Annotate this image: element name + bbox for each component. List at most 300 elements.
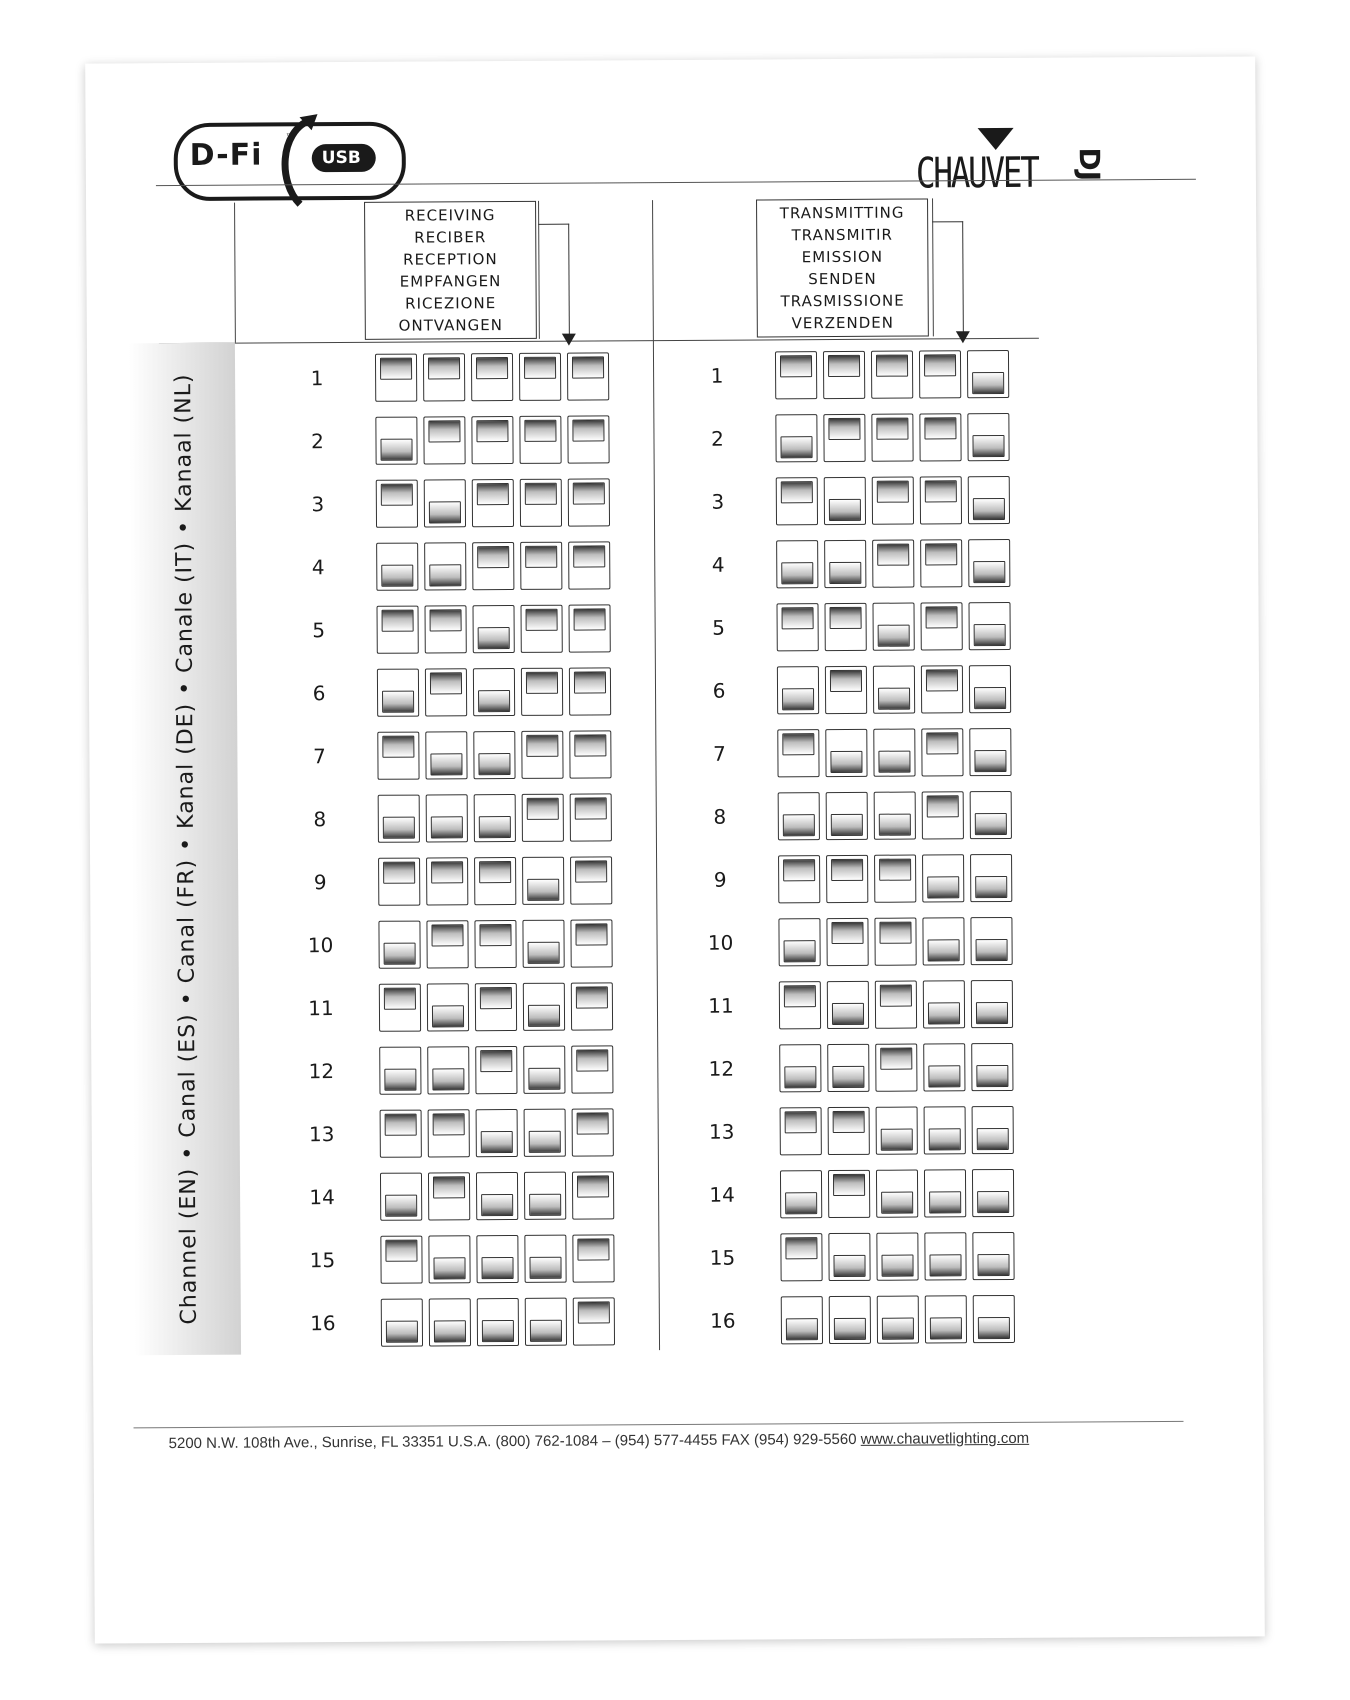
dip-switch [968, 539, 1010, 587]
dip-switch [379, 984, 421, 1032]
dip-switch-knob [974, 624, 1006, 646]
dip-switch [924, 1232, 966, 1280]
dip-switch [876, 1170, 918, 1218]
dip-switch [525, 1298, 567, 1346]
dip-switch [471, 416, 513, 464]
dip-switch-knob [830, 607, 862, 629]
dip-switch-knob [833, 1255, 865, 1277]
dip-switch [378, 921, 420, 969]
dip-switch [477, 1298, 519, 1346]
dip-switch [827, 981, 869, 1029]
transmitting-channel-number: 14 [709, 1182, 735, 1207]
dip-switch-knob [575, 797, 607, 819]
dip-switch [522, 794, 564, 842]
dip-switch-knob [976, 939, 1008, 961]
dip-switch-knob [572, 419, 604, 441]
footer-divider [134, 1421, 1184, 1428]
header-row-divider [159, 338, 1039, 344]
transmitting-channel-row [688, 602, 1010, 652]
dip-switch-knob [972, 435, 1004, 457]
dip-switch [573, 1297, 615, 1345]
dip-switch [377, 732, 419, 780]
dip-switch-knob [428, 420, 460, 442]
dip-switch-knob [478, 627, 510, 649]
dip-switch-knob [879, 922, 911, 944]
arrow-down-icon [562, 334, 576, 346]
dip-switch-knob [526, 672, 558, 694]
dip-switch [973, 1295, 1015, 1343]
dip-switch [474, 920, 516, 968]
receiving-dip-switch-group [377, 604, 611, 653]
dip-switch-knob [926, 732, 958, 754]
dip-switch-knob [780, 436, 812, 458]
dip-switch-knob [528, 1068, 560, 1090]
dipswitch-reference-sheet [85, 56, 1265, 1643]
dip-switch-knob [575, 860, 607, 882]
dip-switch-knob [925, 480, 957, 502]
dip-switch [568, 478, 610, 526]
dip-switch [519, 416, 561, 464]
dip-switch-knob [780, 355, 812, 377]
receiving-dip-switch-group [381, 1297, 615, 1346]
dip-switch-knob [878, 625, 910, 647]
arrow-down-icon [956, 331, 970, 343]
transmitting-channel-number: 4 [711, 552, 725, 577]
dip-switch-knob [433, 1113, 465, 1135]
dip-switch [473, 731, 515, 779]
footer-contact [169, 1430, 1030, 1452]
dip-switch [873, 729, 915, 777]
dip-switch [924, 1169, 966, 1217]
transmitting-channel-row [689, 728, 1011, 778]
transmitting-dip-switch-group [775, 413, 1009, 462]
dip-switch [874, 792, 916, 840]
dip-switch-knob [879, 814, 911, 836]
receiving-channel-number: 4 [311, 555, 325, 580]
receiving-label-fr: RECEPTION [403, 250, 498, 269]
receiving-channel-row [291, 982, 613, 1032]
receiving-label-nl: ONTVANGEN [398, 316, 503, 335]
dip-switch-knob [384, 988, 416, 1010]
dip-switch [522, 857, 564, 905]
transmitting-channel-row [688, 476, 1010, 526]
dip-switch [424, 542, 466, 590]
transmitting-label-es: TRANSMITIR [791, 225, 893, 245]
dip-switch-knob [430, 753, 462, 775]
dip-switch [572, 1108, 614, 1156]
dip-switch [429, 1298, 471, 1346]
dip-switch [568, 604, 610, 652]
dip-switch [571, 982, 613, 1030]
dip-switch-knob [831, 814, 863, 836]
website-link[interactable]: www.chauvetlighting.com [860, 1429, 1030, 1448]
transmitting-channel-number: 6 [712, 678, 726, 703]
dip-switch [972, 1232, 1014, 1280]
dip-switch-knob [524, 357, 556, 379]
dip-switch-knob [977, 1254, 1009, 1276]
transmitting-dip-switch-group [780, 1106, 1014, 1155]
receiving-dip-switch-group [375, 352, 609, 401]
dip-switch [871, 414, 913, 462]
dip-switch [877, 1296, 919, 1344]
transmitting-dip-switch-group [780, 1232, 1014, 1281]
receiving-dip-switch-group [377, 730, 611, 779]
dip-switch-knob [783, 859, 815, 881]
dip-switch [474, 794, 516, 842]
dip-switch-knob [481, 1131, 513, 1153]
dip-switch [875, 981, 917, 1029]
transmitting-channel-number: 10 [707, 930, 734, 955]
dip-switch-knob [876, 418, 908, 440]
transmitting-channel-row [692, 1232, 1014, 1282]
dip-switch-knob [529, 1194, 561, 1216]
dip-switch [425, 605, 467, 653]
dip-switch-knob [784, 985, 816, 1007]
dip-switch-knob [975, 876, 1007, 898]
dip-switch [873, 666, 915, 714]
receiving-channel-number: 8 [313, 807, 327, 832]
dip-switch [777, 666, 819, 714]
transmitting-channel-row [691, 980, 1013, 1030]
dip-switch-knob [576, 1049, 608, 1071]
dip-switch [476, 1235, 518, 1283]
dip-switch-knob [878, 688, 910, 710]
dip-switch [921, 665, 963, 713]
receiving-channel-row [287, 352, 609, 402]
receiving-channel-row [289, 730, 611, 780]
dip-switch-knob [479, 861, 511, 883]
dip-switch-knob [576, 986, 608, 1008]
dip-switch-knob [578, 1301, 610, 1323]
dip-switch [971, 1043, 1013, 1091]
dip-switch [924, 1106, 966, 1154]
dip-switch [775, 414, 817, 462]
transmitting-channel-table [85, 56, 1255, 63]
dip-switch-knob [831, 859, 863, 881]
dip-switch [776, 603, 818, 651]
dip-switch [425, 731, 467, 779]
transmitting-dip-switch-group [777, 665, 1011, 714]
dip-switch [519, 353, 561, 401]
dip-switch-knob [430, 609, 462, 631]
transmitting-channel-number: 8 [713, 804, 727, 829]
dip-switch [780, 1233, 822, 1281]
dip-switch [775, 351, 817, 399]
dip-switch-knob [784, 940, 816, 962]
dip-switch [920, 602, 962, 650]
dip-switch [569, 730, 611, 778]
dip-switch-knob [785, 1111, 817, 1133]
receiving-label-de: EMPFANGEN [399, 272, 502, 291]
dip-switch [826, 918, 868, 966]
dip-switch [920, 476, 962, 524]
dip-switch-knob [924, 354, 956, 376]
dip-switch-knob [430, 672, 462, 694]
dip-switch [780, 1107, 822, 1155]
dip-switch-knob [877, 481, 909, 503]
dip-switch-knob [480, 1050, 512, 1072]
dip-switch [521, 731, 563, 779]
receiving-channel-number: 14 [309, 1185, 335, 1210]
dip-switch [473, 605, 515, 653]
transmitting-channel-number: 12 [708, 1056, 735, 1081]
dip-switch [826, 792, 868, 840]
dip-switch-knob [429, 501, 461, 523]
receiving-dip-switch-group [379, 1045, 613, 1094]
dip-switch [471, 353, 513, 401]
dip-switch-knob [974, 687, 1006, 709]
transmitting-channel-row [688, 539, 1010, 589]
dip-switch-knob [577, 1112, 609, 1134]
dip-switch-knob [833, 1111, 865, 1133]
transmitting-channel-row [692, 1106, 1014, 1156]
dip-switch-knob [386, 1321, 418, 1343]
dip-switch-knob [784, 1066, 816, 1088]
footer-address: 5200 N.W. 108th Ave., Sunrise, FL 33351 U.S.A. (800) 762-1084 – (954) 577-4455 FAX (954) 929-5560 [168, 1430, 861, 1453]
chauvet-triangle-icon [978, 128, 1014, 150]
dip-switch [523, 1046, 565, 1094]
dip-switch-knob [928, 939, 960, 961]
dip-switch [428, 1235, 470, 1283]
dip-switch-knob [381, 484, 413, 506]
receiving-dip-switch-group [380, 1171, 614, 1220]
transmitting-channel-number: 5 [712, 615, 726, 640]
dip-switch-knob [930, 1317, 962, 1339]
dip-switch-knob [526, 735, 558, 757]
dip-switch-knob [380, 439, 412, 461]
dip-switch [922, 917, 964, 965]
transmitting-channel-number: 9 [713, 867, 727, 892]
dip-switch-knob [573, 545, 605, 567]
dip-switch [377, 606, 419, 654]
dip-switch [378, 858, 420, 906]
receiving-channel-row [287, 415, 609, 465]
dfi-logo-text: D-Fi [189, 137, 263, 173]
dip-switch-knob [434, 1320, 466, 1342]
dip-switch [381, 1299, 423, 1347]
dip-switch-knob [878, 751, 910, 773]
dip-switch [922, 854, 964, 902]
dip-switch-knob [575, 923, 607, 945]
dip-switch [925, 1295, 967, 1343]
dip-switch-knob [382, 691, 414, 713]
dip-switch-knob [529, 1131, 561, 1153]
dip-switch-knob [833, 1174, 865, 1196]
dip-switch-knob [476, 357, 508, 379]
dip-switch [824, 477, 866, 525]
transmitting-dip-switch-group [776, 476, 1010, 525]
dip-switch [972, 1106, 1014, 1154]
receiving-label-es: RECIBER [414, 228, 487, 247]
dip-switch [520, 479, 562, 527]
chauvet-dj-text: DJ [1072, 147, 1106, 182]
transmitting-label-it: TRASMISSIONE [780, 291, 905, 311]
transmitting-dip-switch-group [776, 602, 1010, 651]
dip-switch [475, 983, 517, 1031]
receiving-channel-number: 7 [312, 744, 326, 769]
transmitting-channel-number: 3 [711, 489, 725, 514]
receiving-channel-row [293, 1297, 615, 1347]
dip-switch-knob [783, 814, 815, 836]
dip-switch-knob [973, 498, 1005, 520]
transmitting-arrow-line [932, 221, 964, 332]
transmitting-channel-number: 1 [710, 363, 724, 388]
dip-switch-knob [574, 671, 606, 693]
transmitting-channel-row [692, 1169, 1014, 1219]
dip-switch [375, 354, 417, 402]
dip-switch [572, 1234, 614, 1282]
receiving-dip-switch-group [376, 541, 610, 590]
dip-switch [778, 792, 820, 840]
receiving-channel-row [290, 919, 612, 969]
dip-switch [425, 668, 467, 716]
receiving-channel-number: 15 [309, 1248, 336, 1273]
receiving-dip-switch-group [376, 478, 610, 527]
dip-switch [569, 667, 611, 715]
dip-switch [476, 1109, 518, 1157]
dip-switch-knob [927, 795, 959, 817]
dip-switch-knob [781, 562, 813, 584]
dip-switch [919, 413, 961, 461]
dip-switch-knob [828, 355, 860, 377]
transmitting-channel-number: 7 [712, 741, 726, 766]
receiving-channel-number: 2 [311, 429, 324, 454]
dip-switch-knob [829, 562, 861, 584]
receiving-dip-switch-group [379, 982, 613, 1031]
dip-switch [874, 855, 916, 903]
dip-switch [428, 1109, 470, 1157]
receiving-channel-number: 11 [308, 996, 334, 1021]
transmitting-channel-number: 13 [708, 1119, 735, 1144]
transmitting-dip-switch-group [775, 350, 1009, 399]
dip-switch-knob [574, 734, 606, 756]
dip-switch [522, 920, 564, 968]
dip-switch [920, 539, 962, 587]
transmitting-dip-switch-group [777, 728, 1011, 777]
transmitting-dip-switch-group [779, 980, 1013, 1029]
dip-switch-knob [525, 483, 557, 505]
dip-switch [472, 542, 514, 590]
dip-switch [778, 918, 820, 966]
receiving-channel-row [291, 1045, 613, 1095]
dip-switch-knob [880, 985, 912, 1007]
dip-switch [779, 981, 821, 1029]
transmitting-channel-row [687, 413, 1009, 463]
transmitting-channel-row [687, 350, 1009, 400]
dip-switch [567, 415, 609, 463]
dip-switch [427, 983, 469, 1031]
dip-switch [521, 605, 563, 653]
dip-switch [781, 1296, 823, 1344]
receiving-channel-table [85, 56, 1255, 63]
dip-switch [524, 1235, 566, 1283]
dip-switch [875, 1044, 917, 1092]
dip-switch [376, 543, 418, 591]
transmitting-channel-number: 16 [710, 1308, 736, 1333]
dip-switch [380, 1236, 422, 1284]
dfi-usb-logo [173, 112, 398, 213]
dip-switch [968, 476, 1010, 524]
chauvet-logo-text: CHAUVET [915, 147, 1038, 198]
dip-switch [521, 668, 563, 716]
dip-switch [428, 1172, 470, 1220]
dip-switch [923, 980, 965, 1028]
dip-switch [778, 855, 820, 903]
dip-switch [426, 794, 468, 842]
receiving-channel-row [288, 478, 610, 528]
receiving-channel-row [290, 856, 612, 906]
dip-switch [524, 1172, 566, 1220]
dip-switch-knob [877, 544, 909, 566]
dip-switch [876, 1233, 918, 1281]
dip-switch-knob [978, 1317, 1010, 1339]
dip-switch [876, 1107, 918, 1155]
dip-switch-knob [528, 1005, 560, 1027]
transmitting-dip-switch-group [780, 1169, 1014, 1218]
transmitting-dip-switch-group [776, 539, 1010, 588]
dip-switch [474, 857, 516, 905]
dip-switch [969, 665, 1011, 713]
receiving-channel-row [290, 793, 612, 843]
grid-line [234, 203, 236, 343]
dip-switch [967, 350, 1009, 398]
dip-switch-knob [976, 1002, 1008, 1024]
dip-switch-knob [925, 543, 957, 565]
receiving-label-box [364, 201, 537, 340]
dip-switch [523, 983, 565, 1031]
dip-switch-knob [577, 1175, 609, 1197]
dip-switch [572, 1171, 614, 1219]
dip-switch-knob [385, 1240, 417, 1262]
transmitting-label-fr: EMISSION [801, 247, 884, 267]
dip-switch-knob [526, 609, 558, 631]
receiving-channel-number: 3 [311, 492, 325, 517]
dip-switch-knob [385, 1114, 417, 1136]
dip-switch-knob [830, 670, 862, 692]
dip-switch [473, 668, 515, 716]
dip-switch-knob [929, 1191, 961, 1213]
dip-switch [970, 917, 1012, 965]
dip-switch-knob [928, 1002, 960, 1024]
transmitting-label-box [756, 198, 929, 337]
dip-switch [570, 793, 612, 841]
channel-label-multilingual: Channel (EN) • Canal (ES) • Canal (FR) • Kanal (DE) • Canale (IT) • Kanaal (NL) [170, 373, 202, 1325]
dip-switch [825, 666, 867, 714]
dip-switch [776, 477, 818, 525]
receiving-channel-number: 5 [312, 618, 326, 643]
transmitting-dip-switch-group [781, 1295, 1015, 1344]
dip-switch-knob [530, 1320, 562, 1342]
dip-switch-knob [384, 943, 416, 965]
dip-switch [971, 980, 1013, 1028]
dip-switch-knob [478, 753, 510, 775]
dip-switch [475, 1046, 517, 1094]
dip-switch-knob [480, 987, 512, 1009]
dip-switch-knob [477, 483, 509, 505]
dip-switch-knob [431, 816, 463, 838]
dip-switch [823, 351, 865, 399]
dip-switch [828, 1170, 870, 1218]
dip-switch [824, 540, 866, 588]
dip-switch-knob [876, 355, 908, 377]
dip-switch-knob [929, 1254, 961, 1276]
dip-switch [777, 729, 819, 777]
dip-switch-knob [481, 1257, 513, 1279]
transmitting-label-en: TRANSMITTING [779, 203, 905, 223]
receiving-label-it: RICEZIONE [405, 294, 497, 313]
dip-switch-knob [830, 751, 862, 773]
receiving-channel-row [292, 1234, 614, 1284]
